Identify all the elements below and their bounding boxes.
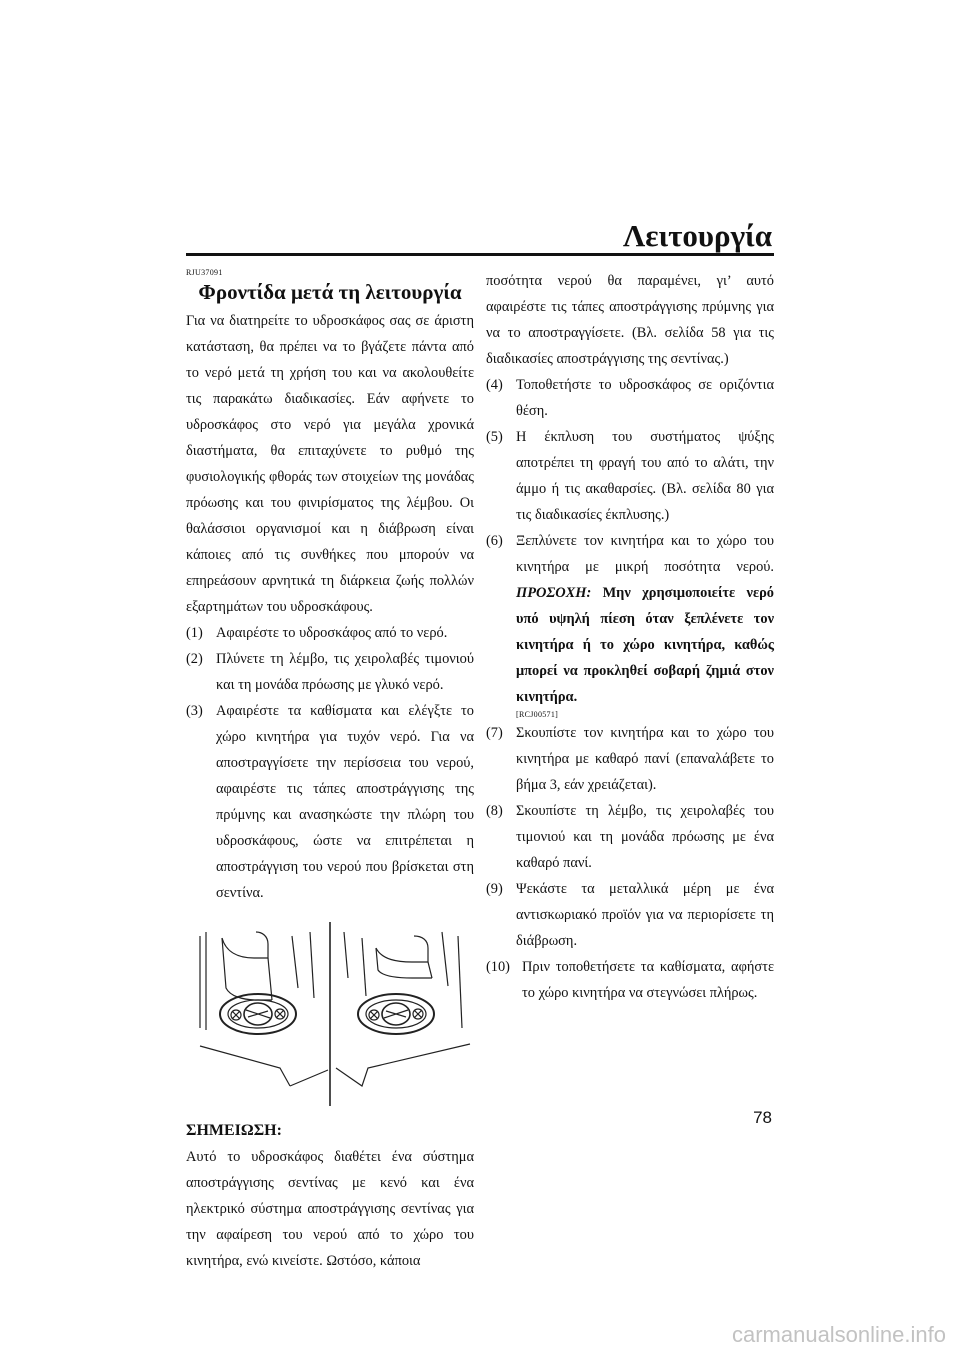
page-header-title: Λειτουργία (623, 218, 772, 253)
step-number: (10) (486, 959, 510, 975)
step-item (486, 372, 774, 424)
step-number: (5) (486, 429, 503, 445)
step-text: Πριν τοποθετήσετε τα καθίσματα, αφήστε το χώρο κινητήρα να στεγνώσει πλήρως. (522, 959, 774, 1001)
step-text: Πλύνετε τη λέμβο, τις χειρολαβές τιμονιού και τη μονάδα πρόωσης με γλυκό νερό. (216, 651, 474, 693)
step-item (186, 698, 474, 906)
note-title: ΣΗΜΕΙΩΣΗ: (186, 1122, 282, 1139)
steps-list-left (186, 620, 474, 906)
step-item (486, 720, 774, 798)
section-title: Φροντίδα μετά τη λειτουργία (198, 280, 462, 304)
step-number: (4) (486, 377, 503, 393)
step-text: Σκουπίστε τη λέμβο, τις χειρολαβές του τιμονιού και τη μονάδα πρόωσης με ένα καθαρό πανί. (516, 803, 774, 871)
caution-label: ΠΡΟΣΟΧΗ: (516, 585, 592, 601)
drain-plug-illustration (186, 918, 474, 1110)
intro-paragraph: Για να διατηρείτε το υδροσκάφος σας σε άριστη κατάσταση, θα πρέπει να το βγάζετε πάντα από το νερό μετά τη χρήση του και να ακολουθείτε τις παρακάτω διαδικασίες. Εάν αφήνετε το υδροσκάφος στο νερό για μεγάλα χρονικά διαστήματα, θα επιταχύνετε το ρυθμό της φυσιολογικής φθοράς των στοιχείων της μονάδας πρόωσης και του φινιρίσματος της λέμβου. Οι θαλάσσιοι οργανισμοί και η διάβρωση είναι κάποιες από τις συνθήκες που μπορούν να επηρεάσουν αρνητικά τη διάρκεια ζωής πολλών εξαρτημάτων του υδροσκάφους. (186, 313, 474, 615)
step-number: (2) (186, 651, 203, 667)
right-column (486, 268, 774, 1006)
steps-list-right (486, 372, 774, 720)
step-text: Τοποθετήστε το υδροσκάφος σε οριζόντια θέση. (516, 377, 774, 419)
step-item (186, 620, 474, 646)
step-number: (1) (186, 625, 203, 641)
step-number: (6) (486, 533, 503, 549)
step-number: (3) (186, 703, 203, 719)
step-item (486, 876, 774, 954)
continuation-paragraph: ποσότητα νερού θα παραμένει, γι’ αυτό αφαιρέστε τις τάπες αποστράγγισης πρύμνης για να το αποστραγγίσετε. (Βλ. σελίδα 58 για τις διαδικασίες αποστράγγισης της σεντίνας.) (486, 273, 774, 367)
step-text: Αφαιρέστε τα καθίσματα και ελέγξτε το χώρο κινητήρα για τυχόν νερό. Για να αποστραγγίσετε την περίσσεια του νερού, αφαιρέστε τις τάπες αποστράγγισης της πρύμνης και ανασηκώστε την πλώρη του υδροσκάφους, ώστε να επιτρέπεται η αποστράγγιση του νερού που βρίσκεται στη σεντίνα. (216, 703, 474, 901)
left-column (186, 268, 474, 1274)
caution-text: Μην χρησιμοποιείτε νερό υπό υψηλή πίεση όταν ξεπλένετε τον κινητήρα ή το χώρο κινητήρα, καθώς μπορεί να προκληθεί σοβαρή ζημιά στον κινητήρα. (516, 585, 774, 705)
step-item (486, 528, 774, 720)
section-code: RJU37091 (186, 268, 223, 277)
step-item (186, 646, 474, 698)
caution-code: [RCJ00571] (516, 710, 559, 719)
step-number: (8) (486, 803, 503, 819)
watermark-text: carmanualsonline.info (731, 1322, 946, 1347)
step-item (486, 954, 774, 1006)
step-text: Ψεκάστε τα μεταλλικά μέρη με ένα αντισκωριακό προϊόν για να περιορίσετε τη διάβρωση. (516, 881, 774, 949)
page-number: 78 (753, 1108, 772, 1127)
note-paragraph: Αυτό το υδροσκάφος διαθέτει ένα σύστημα αποστράγγισης σεντίνας με κενό και ένα ηλεκτρικό σύστημα αποστράγγισης σεντίνας για την αφαίρεση του νερού από το χώρο του κινητήρα, ενώ κινείστε. Ωστόσο, κάποια (186, 1149, 474, 1269)
step-text: Σκουπίστε τον κινητήρα και το χώρο του κινητήρα με καθαρό πανί (επαναλάβετε το βήμα 3, εάν χρειάζεται). (516, 725, 774, 793)
step-item (486, 798, 774, 876)
step-number: (7) (486, 725, 503, 741)
step-text: Η έκπλυση του συστήματος ψύξης αποτρέπει τη φραγή του από το αλάτι, την άμμο ή τις ακαθαρσίες. (Βλ. σελίδα 80 για τις διαδικασίες έκπλυσης.) (516, 429, 774, 523)
step-text: Ξεπλύνετε τον κινητήρα και το χώρο του κινητήρα με μικρή ποσότητα νερού. (516, 533, 774, 575)
steps-list-right-rest (486, 720, 774, 954)
step-item (486, 424, 774, 528)
header-rule (186, 253, 774, 256)
drain-plug-illustration-svg (186, 918, 474, 1110)
steps-list-right-last (486, 954, 774, 1006)
step-number: (9) (486, 881, 503, 897)
step-text: Αφαιρέστε το υδροσκάφος από το νερό. (216, 625, 448, 641)
